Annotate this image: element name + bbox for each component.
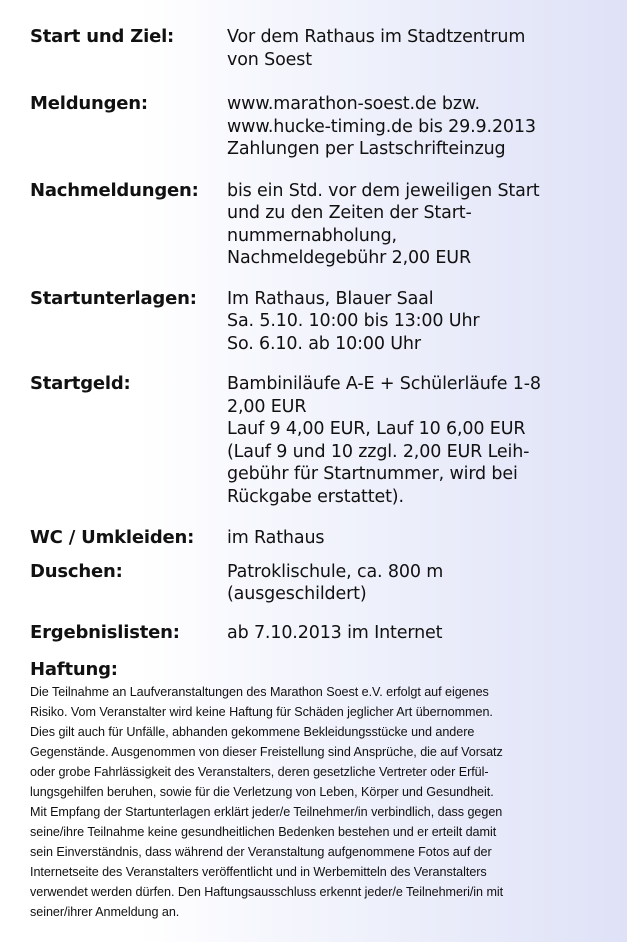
row-ergebnislisten [30, 622, 615, 645]
value-line: gebühr für Startnummer, wird bei [227, 464, 518, 484]
value-line: www.hucke-timing.de bis 29.9.2013 [227, 116, 536, 137]
row-label: Nachmeldungen: [30, 179, 199, 201]
paragraph-line: Risiko. Vom Veranstalter wird keine Haftung für Schäden jeglicher Art übernommen. [30, 705, 493, 719]
haftung-section [30, 659, 615, 922]
paragraph-line: lungsgehilfen beruhen, sowie für die Verletzung von Leben, Körper und Gesundheit. [30, 785, 494, 799]
row-value [227, 180, 615, 270]
row-value [227, 373, 615, 508]
value-line: im Rathaus [227, 528, 325, 548]
row-value [227, 622, 615, 645]
value-line: www.marathon-soest.de bzw. [227, 94, 480, 114]
row-value [227, 288, 615, 356]
value-line: Patroklischule, ca. 800 m [227, 561, 444, 582]
value-line: Sa. 5.10. 10:00 bis 13:00 Uhr [227, 311, 480, 331]
paragraph-line: Gegenstände. Ausgenommen von dieser Freistellung sind Ansprüche, die auf Vorsatz [30, 745, 503, 759]
paragraph-line: Internetseite des Veranstalters veröffentlicht und in Werbemitteln des Veranstalters [30, 865, 487, 879]
paragraph-line: Dies gilt auch für Unfälle, abhanden gekommene Bekleidungsstücke und andere [30, 725, 475, 739]
row-startgeld [30, 373, 615, 508]
value-line: ab 7.10.2013 im Internet [227, 622, 443, 643]
value-line: Bambiniläufe A-E + Schülerläufe 1-8 [227, 374, 541, 394]
paragraph-line: verwendet werden dürfen. Den Haftungsausschluss erkennt jeder/e Teilnehmeri/in mit [30, 885, 504, 899]
value-line: (Lauf 9 und 10 zzgl. 2,00 EUR Leih- [227, 441, 530, 462]
value-line: Im Rathaus, Blauer Saal [227, 288, 434, 309]
value-line: 2,00 EUR [227, 396, 307, 417]
paragraph-line: Die Teilnahme an Laufveranstaltungen des Marathon Soest e.V. erfolgt auf eigenes [30, 685, 489, 699]
value-line: Nachmeldegebühr 2,00 EUR [227, 248, 471, 268]
row-label: Ergebnislisten: [30, 621, 180, 643]
row-label: Duschen: [30, 560, 123, 582]
row-wc-umkleiden [30, 527, 615, 550]
paragraph-line: oder grobe Fahrlässigkeit des Veranstalters, deren gesetzliche Vertreter oder Erfül- [30, 765, 489, 779]
info-sheet [30, 26, 615, 922]
value-line: Zahlungen per Lastschrifteinzug [227, 139, 506, 159]
row-meldungen [30, 93, 615, 161]
value-line: von Soest [227, 49, 312, 70]
paragraph-line: seine/ihre Teilnahme keine gesundheitlichen Bedenken bestehen und er erteilt damit [30, 825, 497, 839]
row-value [227, 561, 615, 606]
row-start-und-ziel [30, 26, 615, 71]
row-nachmeldungen [30, 180, 615, 270]
row-label: WC / Umkleiden: [30, 527, 195, 548]
row-value [227, 26, 615, 71]
row-label: Meldungen: [30, 93, 148, 114]
row-label: Startgeld: [30, 373, 131, 394]
paragraph-line: sein Einverständnis, dass während der Veranstaltung aufgenommene Fotos auf der [30, 845, 492, 859]
row-value [227, 527, 615, 550]
value-line: nummernabholung, [227, 225, 397, 246]
haftung-heading: Haftung: [30, 659, 118, 680]
row-duschen [30, 561, 615, 606]
row-startunterlagen [30, 288, 615, 356]
value-line: Rückgabe erstattet). [227, 486, 404, 507]
paragraph-line: seiner/ihrer Anmeldung an. [30, 905, 180, 919]
value-line: und zu den Zeiten der Start- [227, 203, 472, 223]
value-line: Lauf 9 4,00 EUR, Lauf 10 6,00 EUR [227, 419, 526, 439]
value-line: bis ein Std. vor dem jeweiligen Start [227, 180, 540, 201]
value-line: Vor dem Rathaus im Stadtzentrum [227, 27, 526, 47]
row-label: Startunterlagen: [30, 287, 197, 309]
value-line: So. 6.10. ab 10:00 Uhr [227, 333, 421, 354]
row-value [227, 93, 615, 161]
value-line: (ausgeschildert) [227, 584, 367, 604]
haftung-paragraph [30, 682, 610, 922]
row-label: Start und Ziel: [30, 26, 175, 47]
paragraph-line: Mit Empfang der Startunterlagen erklärt jeder/e Teilnehmer/in verbindlich, dass gegen [30, 805, 503, 819]
